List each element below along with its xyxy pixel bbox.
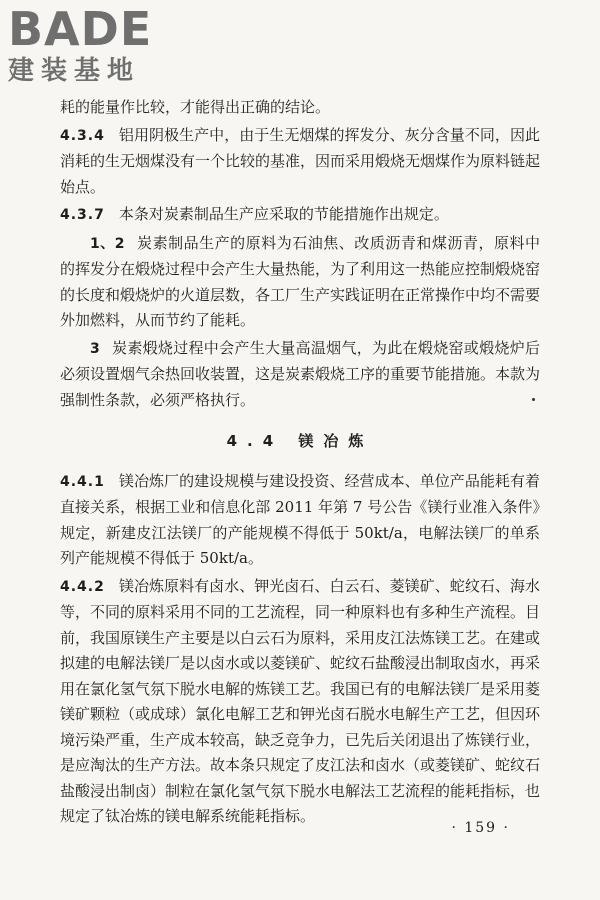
item-number: 1、2 (90, 235, 125, 252)
clause-number: 4.3.7 (60, 207, 105, 223)
paragraph (60, 95, 540, 121)
paragraph-text: 铝用阴极生产中，由于生无烟煤的挥发分、灰分含量不同，因此消耗的生无烟煤没有一个比较的基准，因而采用煅烧无烟煤作为原料链起始点。 (60, 125, 541, 196)
logo-subtitle: 建装基地 (8, 56, 141, 86)
section-heading: 4.4 镁冶炼 (226, 432, 374, 450)
paragraph (60, 123, 540, 201)
clause-number: 4.4.1 (60, 473, 105, 490)
bade-logo (8, 4, 178, 90)
clause-number: 4.3.4 (60, 127, 105, 144)
paragraph-text: 镁冶炼原料有卤水、钾光卤石、白云石、菱镁矿、蛇纹石、海水等，不同的原料采用不同的工艺流程，同一种原料也有多种生产流程。目前，我国原镁生产主要是以白云石为原料，采用皮江法炼镁工艺。在建或拟建的电解法镁厂是以卤水或以菱镁矿、蛇纹石盐酸浸出制取卤水，再采用在氯化氢气氛下脱水电解的炼镁工艺。我国已有的电解法镁厂是采用菱镁矿颗粒（或成球）氯化电解工艺和钾光卤石脱水电解生产工艺，但因环境污染严重，生产成本较高，缺乏竞争力，已先后关闭退出了炼镁行业，是应淘汰的生产方法。故本条只规定了皮江法和卤水（或菱镁矿、蛇纹石盐酸浸出制卤）制粒在氯化氢气氛下脱水电解法工艺流程的能耗指标，也规定了钛冶炼的镁电解系统能耗指标。 (60, 576, 541, 825)
paragraph (60, 574, 540, 830)
page-number: · 159 · (451, 820, 510, 836)
item-number: 3 (90, 340, 100, 357)
paragraph (60, 231, 540, 334)
document-body (60, 95, 540, 832)
paragraph (60, 336, 540, 414)
logo-wordmark: BADE (8, 2, 153, 56)
paragraph (60, 469, 540, 572)
paragraph-text: 炭素制品生产的原料为石油焦、改质沥青和煤沥青，原料中的挥发分在煅烧过程中会产生大量热能，为了利用这一热能应控制煅烧窑的长度和煅烧炉的火道层数，各工厂生产实践证明在正常操作中均不需要外加燃料，从而节约了能耗。 (60, 233, 541, 329)
paragraph-text: 本条对炭素制品生产应采取的节能措施作出规定。 (118, 205, 449, 223)
paragraph-text: 镁冶炼厂的建设规模与建设投资、经营成本、单位产品能耗有着直接关系，根据工业和信息化部 2011 年第 7 号公告《镁行业准入条件》规定，新建皮江法镁厂的产能规模不得低于 50kt/a，电解法镁厂的单系列产能规模不得低于 50kt/a。 (60, 471, 540, 567)
clause-number: 4.4.2 (60, 578, 105, 595)
paragraph-text: 耗的能量作比较，才能得出正确的结论。 (60, 98, 331, 116)
scan-speck (532, 398, 535, 401)
paragraph (60, 202, 540, 229)
paragraph-text: 炭素煅烧过程中会产生大量高温烟气，为此在煅烧窑或煅烧炉后必须设置烟气余热回收装置，这是炭素煅烧工序的重要节能措施。本款为强制性条款，必须严格执行。 (60, 338, 541, 409)
